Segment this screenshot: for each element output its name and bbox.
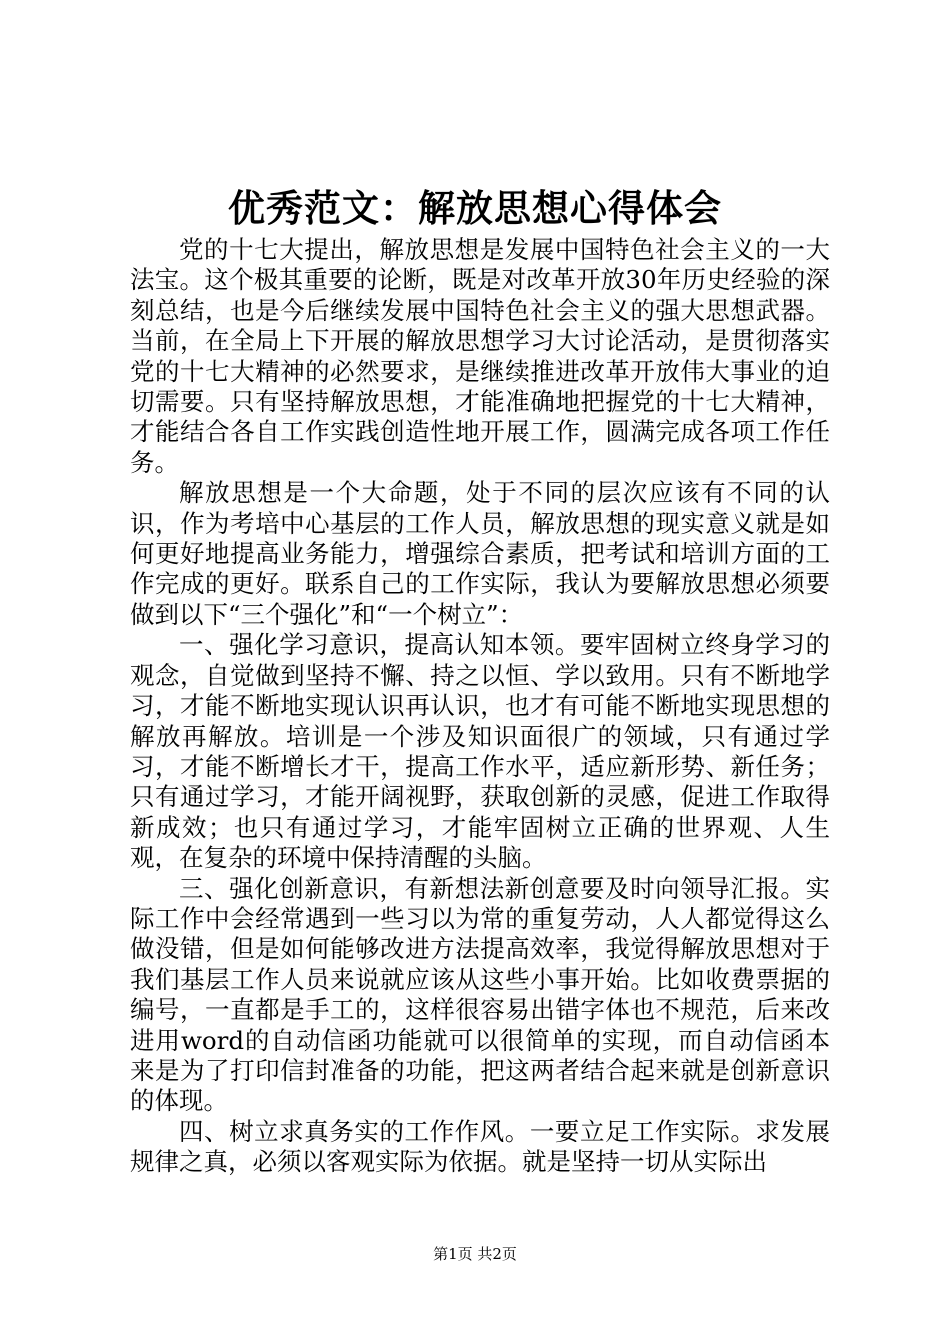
paragraph-point-4: 四、树立求真务实的工作作风。一要立足工作实际。求发展规律之真，必须以客观实际为依据。就是坚持一切从实际出 [130, 1116, 830, 1177]
document-title: 优秀范文：解放思想心得体会 [228, 187, 722, 230]
paragraph-point-3: 三、强化创新意识，有新想法新创意要及时向领导汇报。实际工作中会经常遇到一些习以为常的重复劳动，人人都觉得这么做没错，但是如何能够改进方法提高效率，我觉得解放思想对于我们基层工作人员来说就应该从这些小事开始。比如收费票据的编号，一直都是手工的，这样很容易出错字体也不规范，后来改进用word的自动信函功能就可以很简单的实现，而自动信函本来是为了打印信封准备的功能，把这两者结合起来就是创新意识的体现。 [130, 873, 830, 1116]
paragraph-thesis: 解放思想是一个大命题，处于不同的层次应该有不同的认识，作为考培中心基层的工作人员，解放思想的现实意义就是如何更好地提高业务能力，增强综合素质，把考试和培训方面的工作完成的更好。联系自己的工作实际，我认为要解放思想必须要做到以下“三个强化”和“一个树立”： [130, 478, 830, 629]
document-body [130, 235, 830, 1178]
paragraph-point-1: 一、强化学习意识，提高认知本领。要牢固树立终身学习的观念，自觉做到坚持不懈、持之以恒、学以致用。只有不断地学习，才能不断地实现认识再认识，也才有可能不断地实现思想的解放再解放。培训是一个涉及知识面很广的领域，只有通过学习，才能不断增长才干，提高工作水平，适应新形势、新任务；只有通过学习，才能开阔视野，获取创新的灵感，促进工作取得新成效；也只有通过学习，才能牢固树立正确的世界观、人生观，在复杂的环境中保持清醒的头脑。 [130, 630, 830, 873]
paragraph-intro: 党的十七大提出，解放思想是发展中国特色社会主义的一大法宝。这个极其重要的论断，既是对改革开放30年历史经验的深刻总结，也是今后继续发展中国特色社会主义的强大思想武器。当前，在全局上下开展的解放思想学习大讨论活动，是贯彻落实党的十七大精神的必然要求，是继续推进改革开放伟大事业的迫切需要。只有坚持解放思想，才能准确地把握党的十七大精神，才能结合各自工作实践创造性地开展工作，圆满完成各项工作任务。 [130, 235, 830, 477]
page-number: 第1页 共2页 [433, 1245, 517, 1263]
